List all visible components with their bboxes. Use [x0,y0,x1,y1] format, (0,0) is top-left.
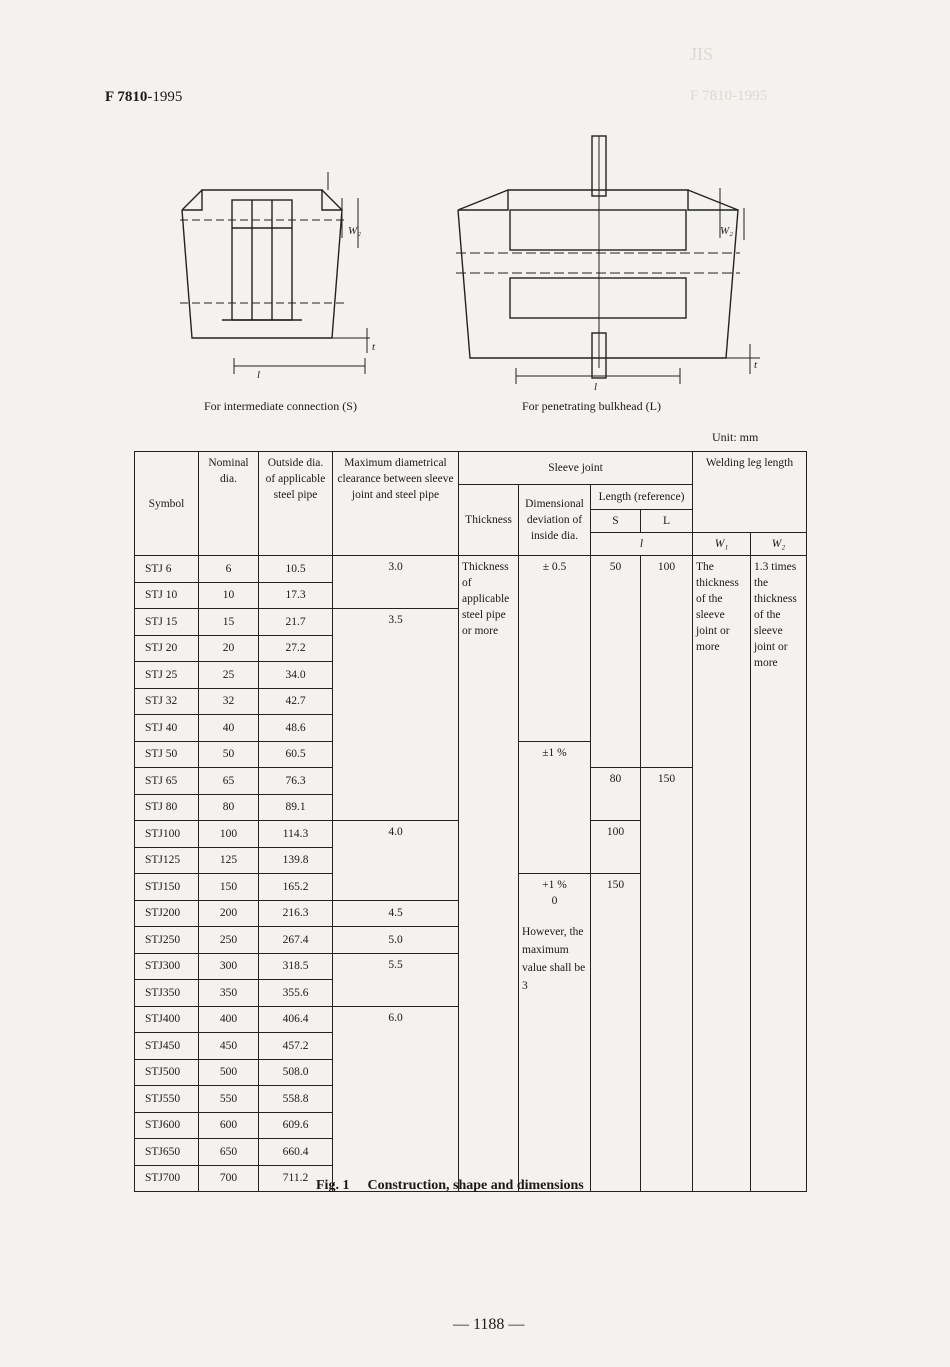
unit-label: Unit: mm [712,430,759,444]
table-row-outside: 355.6 [259,980,333,1007]
deviation-group-3 [519,874,591,1192]
table-row-nominal: 32 [199,688,259,715]
length-s-group-1: 50 [591,556,641,768]
figure-caption [316,1178,584,1194]
table-row-symbol: STJ200 [135,900,199,927]
table-row-outside: 139.8 [259,847,333,874]
table-row-outside: 609.6 [259,1112,333,1139]
table-row-nominal: 700 [199,1165,259,1192]
header-year: -1995 [147,89,183,105]
table-row-nominal: 400 [199,1006,259,1033]
construction-figures [160,128,820,428]
header-nominal: Nominal dia. [199,452,259,556]
table-row-symbol: STJ 80 [135,794,199,821]
label-t-right: t [754,359,758,371]
clearance-group-5: 5.0 [333,927,459,954]
table-row-symbol: STJ450 [135,1033,199,1060]
deviation-plus: +1 % [542,879,567,891]
clearance-group-6: 5.5 [333,953,459,1006]
table-row-symbol: STJ 32 [135,688,199,715]
header-length-l: L [641,510,693,533]
table-row-symbol: STJ100 [135,821,199,848]
length-s-group-4: 150 [591,874,641,1192]
figure-intermediate-connection [180,172,370,374]
table-row-nominal: 250 [199,927,259,954]
header-symbol: Symbol [135,452,199,556]
table-row-outside: 21.7 [259,609,333,636]
table-row-outside: 558.8 [259,1086,333,1113]
table-row-symbol: STJ 20 [135,635,199,662]
table-row-symbol: STJ 65 [135,768,199,795]
table-row-nominal: 80 [199,794,259,821]
label-t-left: t [372,341,376,353]
dimensions-table [134,451,807,1192]
table-row-nominal: 25 [199,662,259,689]
table-row-nominal: 650 [199,1139,259,1166]
deviation-zero: 0 [551,895,558,907]
table-row-nominal: 50 [199,741,259,768]
table-row-symbol: STJ600 [135,1112,199,1139]
length-l-group-2: 150 [641,768,693,1192]
table-row-symbol: STJ350 [135,980,199,1007]
table-row-symbol: STJ250 [135,927,199,954]
welding-w1-spec: The thickness of the sleeve joint or more [693,556,751,1192]
figure-caption-bulkhead: For penetrating bulkhead (L) [522,399,661,413]
table-row-nominal: 40 [199,715,259,742]
header-outside: Outside dia. of applicable steel pipe [259,452,333,556]
table-row-symbol: STJ550 [135,1086,199,1113]
clearance-group-1: 3.0 [333,556,459,609]
header-length: Length (reference) [591,485,693,510]
clearance-group-7: 6.0 [333,1006,459,1192]
length-l-group-1: 100 [641,556,693,768]
figure-caption-intermediate: For intermediate connection (S) [204,399,357,413]
table-row-symbol: STJ 10 [135,582,199,609]
table-row-outside: 34.0 [259,662,333,689]
table-row-symbol: STJ125 [135,847,199,874]
table-row-nominal: 100 [199,821,259,848]
table-row-nominal: 350 [199,980,259,1007]
table-row-outside: 76.3 [259,768,333,795]
table-row-symbol: STJ 40 [135,715,199,742]
table-row-nominal: 500 [199,1059,259,1086]
table-row-outside: 165.2 [259,874,333,901]
header-length-l-sub: l [591,533,693,556]
table-row-outside: 406.4 [259,1006,333,1033]
table-row-outside: 27.2 [259,635,333,662]
table-row-outside: 10.5 [259,556,333,583]
table-row-symbol: STJ 15 [135,609,199,636]
page-number: — 1188 — [453,1316,525,1333]
table-row-nominal: 20 [199,635,259,662]
header-deviation: Dimensional deviation of inside dia. [519,485,591,556]
header-length-s: S [591,510,641,533]
thickness-spec: Thickness of applicable steel pipe or more [459,556,519,1192]
table-row-symbol: STJ 50 [135,741,199,768]
table-row-outside: 318.5 [259,953,333,980]
table-row-nominal: 15 [199,609,259,636]
document-header [105,89,182,106]
caption-title: Construction, shape and dimensions [367,1178,584,1193]
header-thickness: Thickness [459,485,519,556]
table-row-nominal: 450 [199,1033,259,1060]
table-row-outside: 711.2 [259,1165,333,1192]
table-row-outside: 42.7 [259,688,333,715]
table-row-symbol: STJ 6 [135,556,199,583]
table-row-symbol: STJ 25 [135,662,199,689]
table-row-symbol: STJ300 [135,953,199,980]
header-w1: W₁ [693,533,751,556]
table-row-outside: 457.2 [259,1033,333,1060]
table-row-outside: 267.4 [259,927,333,954]
table-row-outside: 216.3 [259,900,333,927]
table-row-nominal: 300 [199,953,259,980]
table-row-outside: 60.5 [259,741,333,768]
table-row-nominal: 150 [199,874,259,901]
table-row-symbol: STJ500 [135,1059,199,1086]
table-row-nominal: 600 [199,1112,259,1139]
clearance-group-3: 4.0 [333,821,459,901]
table-row-outside: 508.0 [259,1059,333,1086]
table-row-nominal: 65 [199,768,259,795]
table-row-symbol: STJ150 [135,874,199,901]
figure-penetrating-bulkhead [456,136,760,384]
label-l-right: l [594,381,598,393]
bleed-through-jis: JIS [690,44,714,64]
length-s-group-2: 80 [591,768,641,821]
deviation-group-2: ±1 % [519,741,591,874]
clearance-group-2: 3.5 [333,609,459,821]
label-l-left: l [257,369,261,381]
header-clearance: Maximum diametrical clearance between sleeve joint and steel pipe [333,452,459,556]
table-row-symbol: STJ650 [135,1139,199,1166]
table-row-nominal: 10 [199,582,259,609]
table-row-symbol: STJ700 [135,1165,199,1192]
clearance-group-4: 4.5 [333,900,459,927]
table-row-outside: 89.1 [259,794,333,821]
table-row-nominal: 200 [199,900,259,927]
deviation-group-1: ± 0.5 [519,556,591,742]
header-w2: W₂ [751,533,807,556]
table-row-nominal: 550 [199,1086,259,1113]
header-welding: Welding leg length [693,452,807,533]
caption-label: Fig. 1 [316,1178,350,1193]
label-w2-right: W₂ [720,225,733,237]
table-row-nominal: 6 [199,556,259,583]
deviation-note: However, the maximum value shall be 3 [522,926,586,992]
length-s-group-3: 100 [591,821,641,874]
table-row-nominal: 125 [199,847,259,874]
table-row-outside: 114.3 [259,821,333,848]
header-code: F 7810 [105,89,148,105]
welding-w2-spec: 1.3 times the thickness of the sleeve joint or more [751,556,807,1192]
header-sleeve-joint: Sleeve joint [459,452,693,485]
table-row-outside: 17.3 [259,582,333,609]
table-row-outside: 660.4 [259,1139,333,1166]
table-row-outside: 48.6 [259,715,333,742]
label-w2-left: W₂ [348,225,361,237]
table-row-symbol: STJ400 [135,1006,199,1033]
bleed-through-code: F 7810-1995 [690,88,768,104]
